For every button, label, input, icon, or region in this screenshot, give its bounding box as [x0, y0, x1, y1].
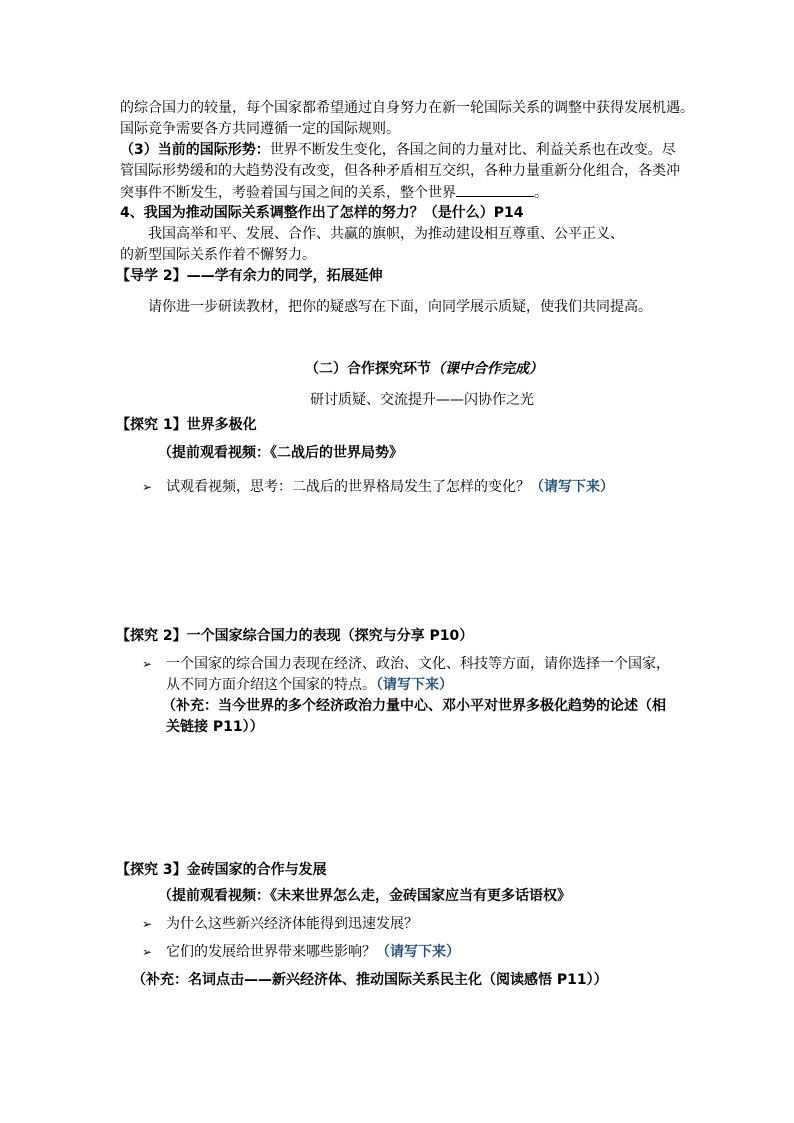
arrow-bullet-icon: ➢ — [142, 917, 153, 931]
explore-2-item-text-1: 一个国家的综合国力表现在经济、政治、文化、科技等方面，请你选择一个国家， — [166, 656, 670, 672]
answer-4-line-1: 我国高举和平、发展、合作、共赢的旗帜，为推动建设相互尊重、公平正义、 — [148, 226, 624, 242]
explore-3-note: （提前观看视频：《未来世界怎么走，金砖国家应当有更多话语权》 — [158, 888, 571, 904]
arrow-bullet-icon: ➢ — [142, 657, 153, 671]
intro-line-5 — [120, 182, 548, 203]
section-2-title-note: （课中合作完成） — [431, 361, 543, 377]
explore-2-item-text-2: 从不同方面介绍这个国家的特点。 — [166, 677, 376, 693]
explore-2-supplement-1: （补充：当今世界的多个经济政治力量中心、邓小平对世界多极化趋势的论述（相 — [162, 698, 666, 714]
explore-2-supplement-2: 关链接 P11）） — [166, 719, 264, 735]
guide-2-heading: 【导学 2】——学有余力的同学，拓展延伸 — [116, 268, 383, 284]
current-situation-text: 世界不断发生变化，各国之间的力量对比、利益关系也在改变。尽 — [269, 142, 676, 158]
explore-2-heading: 【探究 2】一个国家综合国力的表现（探究与分享 P10） — [116, 628, 474, 644]
fill-blank[interactable] — [456, 182, 534, 197]
arrow-bullet-icon: ➢ — [142, 480, 153, 494]
explore-1-note: （提前观看视频：《二战后的世界局势》 — [158, 445, 403, 461]
write-down-tag: （请写下来） — [530, 479, 614, 495]
intro-line-1: 的综合国力的较量，每个国家都希望通过自身努力在新一轮国际关系的调整中获得发展机遇。 — [120, 100, 694, 116]
intro-line-2: 国际竞争需要各方共同遵循一定的国际规则。 — [120, 121, 400, 137]
arrow-bullet-icon: ➢ — [142, 945, 153, 959]
explore-1-item — [142, 477, 614, 497]
write-down-tag: （请写下来） — [376, 677, 453, 693]
explore-1-heading: 【探究 1】世界多极化 — [116, 417, 257, 433]
explore-3-item-1 — [142, 914, 418, 934]
explore-3-heading: 【探究 3】金砖国家的合作与发展 — [116, 862, 327, 878]
explore-2-item-line-1 — [142, 654, 670, 674]
explore-3-supplement: （补充：名词点击——新兴经济体、推动国际关系民主化（阅读感悟 P11）） — [132, 972, 608, 988]
explore-1-item-text: 试观看视频，思考：二战后的世界格局发生了怎样的变化？ — [166, 479, 530, 495]
section-2-title-text: （二）合作探究环节 — [305, 361, 431, 377]
section-2-title — [305, 359, 543, 379]
explore-2-item-line-2 — [166, 675, 453, 695]
explore-3-item-2 — [142, 942, 460, 962]
intro-line-5-end: 。 — [534, 185, 548, 201]
guide-2-text: 请你进一步研读教材，把你的疑惑写在下面，向同学展示质疑，使我们共同提高。 — [148, 299, 652, 315]
intro-line-3 — [120, 140, 676, 160]
explore-3-item-1-text: 为什么这些新兴经济体能得到迅速发展？ — [166, 916, 418, 932]
intro-line-5-text: 突事件不断发生，考验着国与国之间的关系，整个世界 — [120, 185, 456, 201]
write-down-tag: （请写下来） — [376, 944, 460, 960]
intro-line-4: 管国际形势缓和的大趋势没有改变，但各种矛盾相互交织，各种力量重新分化组合，各类冲 — [120, 163, 680, 179]
section-2-subtitle: 研讨质疑、交流提升——闪协作之光 — [310, 392, 534, 408]
question-4: 4、我国为推动国际关系调整作出了怎样的努力？（是什么）P14 — [120, 205, 524, 221]
answer-4-line-2: 的新型国际关系作着不懈努力。 — [120, 247, 316, 263]
current-situation-label: （3）当前的国际形势： — [120, 142, 270, 158]
explore-3-item-2-text: 它们的发展给世界带来哪些影响？ — [166, 944, 376, 960]
